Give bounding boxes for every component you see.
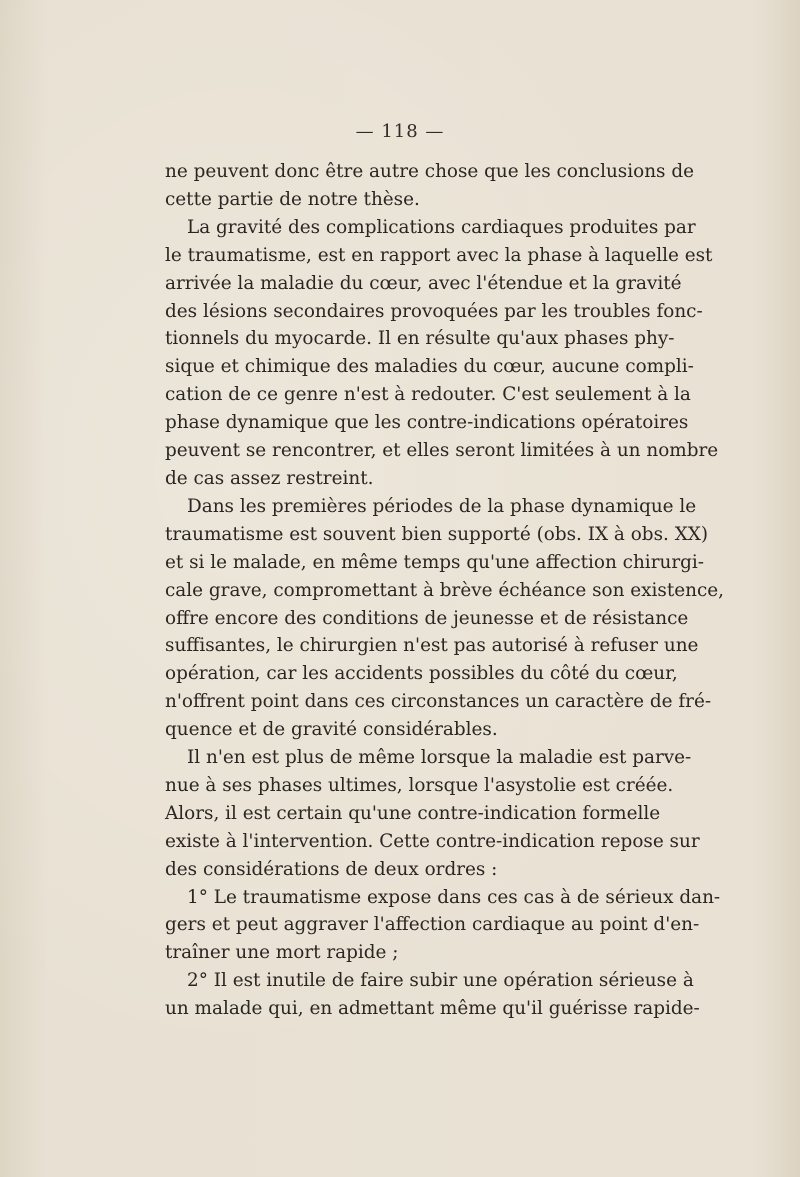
body-text	[165, 158, 725, 1023]
text-line: gers et peut aggraver l'affection cardiaque au point d'en-	[165, 914, 700, 936]
text-line: des lésions secondaires provoquées par les troubles fonc-	[165, 300, 703, 322]
paragraph	[165, 967, 700, 1023]
text-line: quence et de gravité considérables.	[165, 719, 498, 741]
text-line: arrivée la maladie du cœur, avec l'étendue et la gravité	[165, 272, 682, 294]
text-line: nue à ses phases ultimes, lorsque l'asystolie est créée.	[165, 774, 674, 796]
text-line: existe à l'intervention. Cette contre-indication repose sur	[165, 830, 700, 852]
text-line: offre encore des conditions de jeunesse et de résistance	[165, 607, 689, 629]
text-line: cation de ce genre n'est à redouter. C'est seulement à la	[165, 384, 691, 406]
text-line: traîner une mort rapide ;	[165, 942, 399, 964]
text-line: traumatisme est souvent bien supporté (obs. IX à obs. XX)	[165, 523, 709, 545]
text-line: le traumatisme, est en rapport avec la phase à laquelle est	[165, 244, 713, 266]
text-line: Dans les premières périodes de la phase dynamique le	[187, 495, 697, 517]
paragraph	[165, 884, 721, 968]
paragraph	[165, 214, 719, 493]
page-number: — 118 —	[355, 121, 445, 142]
text-line: un malade qui, en admettant même qu'il guérisse rapide-	[165, 998, 700, 1020]
text-line: et si le malade, en même temps qu'une affection chirurgi-	[165, 551, 704, 573]
text-line: 2° Il est inutile de faire subir une opération sérieuse à	[187, 970, 694, 992]
text-line: de cas assez restreint.	[165, 467, 374, 489]
paragraph	[165, 158, 694, 214]
text-line: tionnels du myocarde. Il en résulte qu'aux phases phy-	[165, 328, 675, 350]
text-line: des considérations de deux ordres :	[165, 858, 498, 880]
text-line: cette partie de notre thèse.	[165, 188, 420, 210]
text-line: peuvent se rencontrer, et elles seront limitées à un nombre	[165, 440, 719, 462]
paragraph	[165, 493, 725, 744]
text-line: La gravité des complications cardiaques produites par	[187, 216, 696, 238]
text-line: cale grave, compromettant à brève échéance son existence,	[165, 579, 725, 601]
text-line: 1° Le traumatisme expose dans ces cas à de sérieux dan-	[187, 886, 721, 908]
text-line: Il n'en est plus de même lorsque la maladie est parve-	[187, 747, 692, 769]
text-line: suffisantes, le chirurgien n'est pas autorisé à refuser une	[165, 635, 699, 657]
text-line: n'offrent point dans ces circonstances un caractère de fré-	[165, 691, 712, 713]
text-line: sique et chimique des maladies du cœur, aucune compli-	[165, 356, 694, 378]
paragraph	[165, 744, 700, 884]
text-line: Alors, il est certain qu'une contre-indication formelle	[165, 802, 661, 824]
text-line: opération, car les accidents possibles du côté du cœur,	[165, 663, 678, 685]
text-line: ne peuvent donc être autre chose que les conclusions de	[165, 161, 694, 182]
text-line: phase dynamique que les contre-indications opératoires	[165, 412, 689, 434]
